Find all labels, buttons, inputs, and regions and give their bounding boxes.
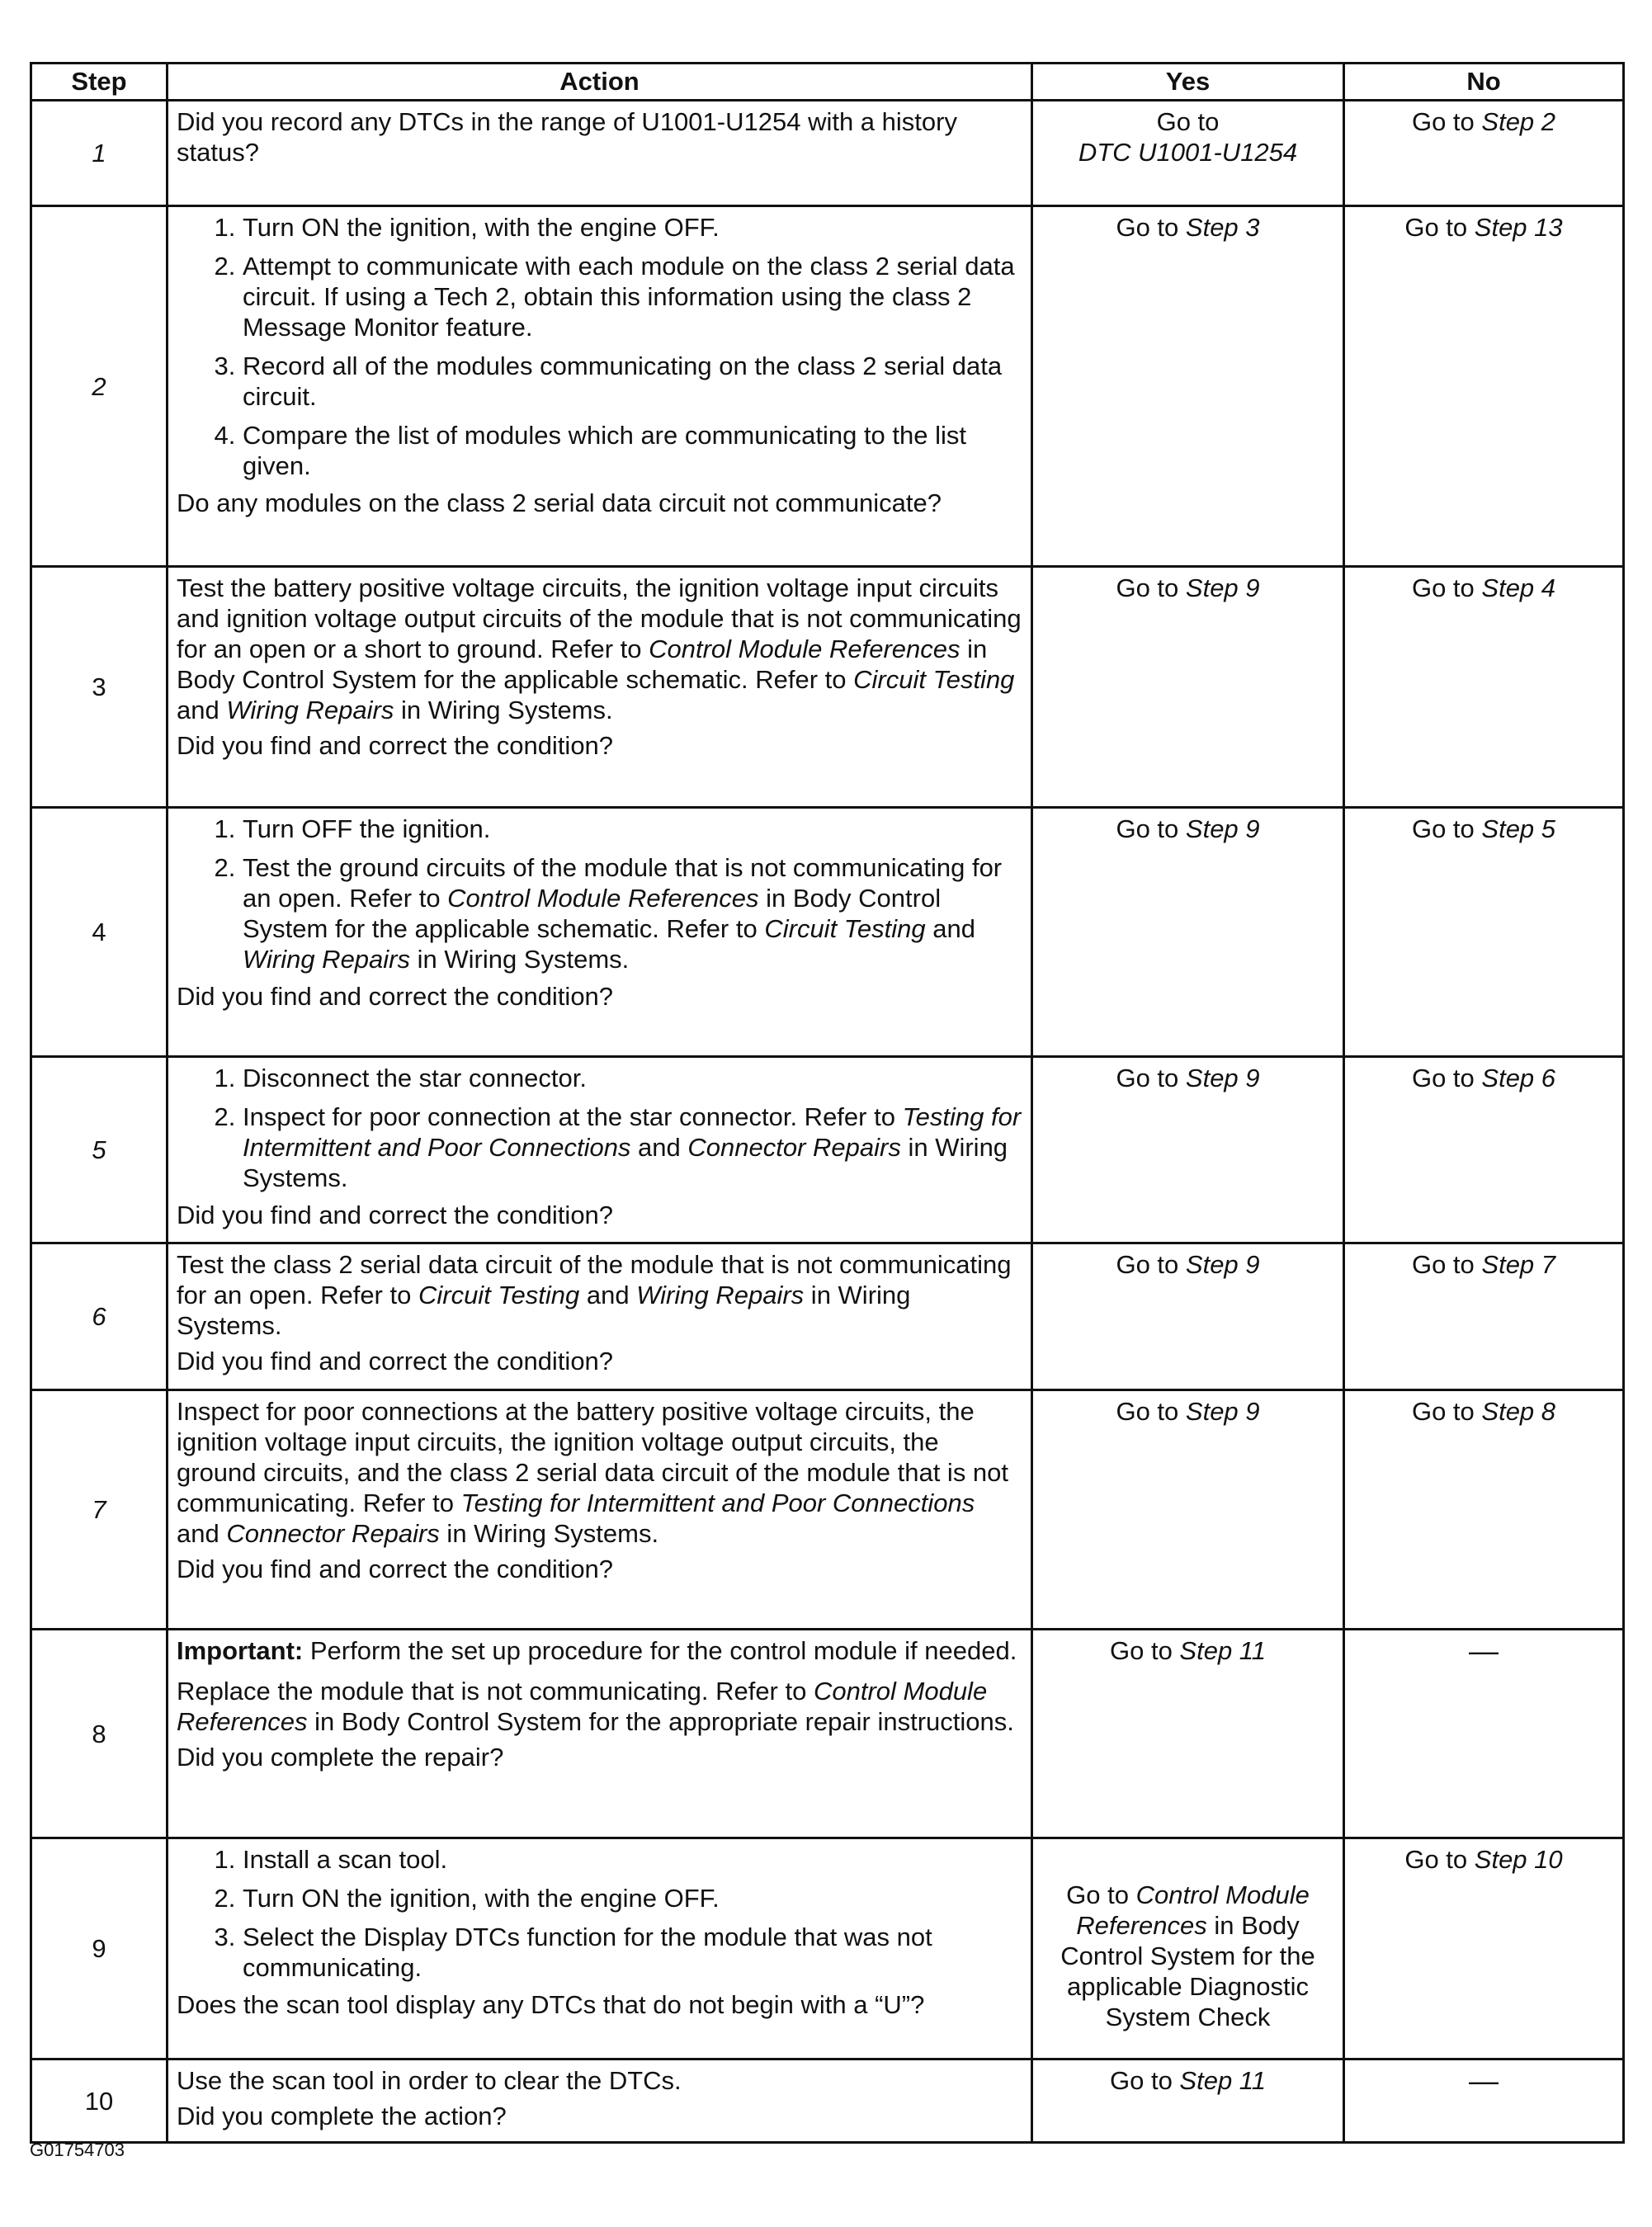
no-link: Step 5 xyxy=(1481,814,1556,843)
no-cell: Go to Step 13 xyxy=(1344,206,1624,567)
step-number: 7 xyxy=(31,1390,168,1630)
action-question: Did you find and correct the condition? xyxy=(177,1201,614,1229)
list-item: 2. Turn ON the ignition, with the engine OFF. xyxy=(243,1883,1022,1913)
step-number: 10 xyxy=(31,2060,168,2143)
yes-link: Step 9 xyxy=(1185,814,1260,843)
action-cell xyxy=(168,101,1032,206)
action-text: Test the class 2 serial data circuit of the module that is not communicating for an open. Refer to Circuit Testing and Wiring Repairs in Wiring Systems. xyxy=(177,1250,1012,1340)
action-question: Did you find and correct the condition? xyxy=(177,1347,614,1375)
action-text: Test the battery positive voltage circuits, the ignition voltage input circuits and ignition voltage output circuits of the module that is not communicating for an open or a short to ground. Refer to Control Module References in Body Control System for the applicable schematic. Refer to Circuit Testing and Wiring Repairs in Wiring Systems. xyxy=(177,573,1022,724)
table-row xyxy=(31,206,1624,567)
action-cell xyxy=(168,1243,1032,1390)
step-number: 1 xyxy=(31,101,168,206)
table-row xyxy=(31,808,1624,1057)
yes-cell xyxy=(1032,101,1344,206)
action-question: Did you complete the repair? xyxy=(177,1743,504,1772)
list-item: 2. Test the ground circuits of the module that is not communicating for an open. Refer to Control Module References in Body Control System for the applicable schematic. Refer to Circuit Testing and Wiring Repairs in Wiring Systems. xyxy=(243,852,1022,974)
step-number: 6 xyxy=(31,1243,168,1390)
yes-link: Step 9 xyxy=(1185,1250,1260,1279)
yes-link: Step 3 xyxy=(1185,213,1260,242)
action-cell xyxy=(168,567,1032,808)
header-no: No xyxy=(1344,64,1624,101)
important-note: Important: Perform the set up procedure for the control module if needed. xyxy=(177,1636,1017,1665)
action-cell xyxy=(168,1057,1032,1243)
no-link: Step 13 xyxy=(1474,213,1563,242)
list-item: 1. Install a scan tool. xyxy=(243,1844,1022,1875)
step-number: 5 xyxy=(31,1057,168,1243)
yes-link: Step 9 xyxy=(1185,1064,1260,1092)
action-cell xyxy=(168,1838,1032,2060)
yes-cell: Go to Step 9 xyxy=(1032,567,1344,808)
no-cell: Go to Step 10 xyxy=(1344,1838,1624,2060)
header-action: Action xyxy=(168,64,1032,101)
action-steps xyxy=(177,212,1022,481)
no-cell: Go to Step 6 xyxy=(1344,1057,1624,1243)
yes-link: Step 9 xyxy=(1185,573,1260,602)
action-steps xyxy=(177,1063,1022,1193)
step-number: 2 xyxy=(31,206,168,567)
no-cell: Go to Step 8 xyxy=(1344,1390,1624,1630)
yes-cell xyxy=(1032,1838,1344,2060)
no-cell: Go to Step 5 xyxy=(1344,808,1624,1057)
table-row xyxy=(31,1057,1624,1243)
action-steps xyxy=(177,1844,1022,1983)
table-row xyxy=(31,2060,1624,2143)
no-link: Step 8 xyxy=(1481,1397,1556,1426)
action-question: Did you record any DTCs in the range of U1001-U1254 with a history status? xyxy=(177,107,957,167)
important-label: Important: xyxy=(177,1636,304,1665)
step-number: 9 xyxy=(31,1838,168,2060)
yes-cell: Go to Step 9 xyxy=(1032,808,1344,1057)
step-number: 3 xyxy=(31,567,168,808)
header-row xyxy=(31,64,1624,101)
no-cell: Go to Step 4 xyxy=(1344,567,1624,808)
action-steps xyxy=(177,814,1022,974)
no-cell: — xyxy=(1344,2060,1624,2143)
no-link: Step 6 xyxy=(1481,1064,1556,1092)
yes-cell: Go to Step 9 xyxy=(1032,1057,1344,1243)
action-text: Replace the module that is not communicating. Refer to Control Module References in Body Control System for the appropriate repair instructions. xyxy=(177,1677,1014,1736)
action-cell xyxy=(168,1630,1032,1838)
figure-code: G01754703 xyxy=(30,2140,125,2160)
table-row xyxy=(31,1243,1624,1390)
yes-cell: Go to Step 11 xyxy=(1032,2060,1344,2143)
action-question: Did you find and correct the condition? xyxy=(177,731,614,760)
yes-cell: Go to Step 9 xyxy=(1032,1243,1344,1390)
table-row xyxy=(31,101,1624,206)
table-row xyxy=(31,1630,1624,1838)
no-cell: Go to Step 2 xyxy=(1344,101,1624,206)
no-link: Step 10 xyxy=(1474,1845,1563,1874)
yes-link: Step 9 xyxy=(1185,1397,1260,1426)
yes-link: DTC U1001-U1254 xyxy=(1078,138,1298,167)
diagnostic-table xyxy=(30,62,1625,2144)
table-row xyxy=(31,567,1624,808)
list-item: 4. Compare the list of modules which are communicating to the list given. xyxy=(243,420,1022,481)
list-item: 1. Disconnect the star connector. xyxy=(243,1063,1022,1093)
action-question: Does the scan tool display any DTCs that do not begin with a “U”? xyxy=(177,1990,925,2019)
action-question: Did you find and correct the condition? xyxy=(177,982,614,1011)
no-link: Step 2 xyxy=(1481,107,1556,136)
list-item: 2. Inspect for poor connection at the star connector. Refer to Testing for Intermittent and Poor Connections and Connector Repairs in Wiring Systems. xyxy=(243,1102,1022,1193)
yes-text: Go to xyxy=(1156,107,1220,136)
yes-cell: Go to Step 3 xyxy=(1032,206,1344,567)
list-item: 3. Select the Display DTCs function for the module that was not communicating. xyxy=(243,1922,1022,1983)
list-item: 2. Attempt to communicate with each module on the class 2 serial data circuit. If using a Tech 2, obtain this information using the class 2 Message Monitor feature. xyxy=(243,251,1022,342)
action-cell xyxy=(168,808,1032,1057)
list-item: 1. Turn ON the ignition, with the engine OFF. xyxy=(243,212,1022,243)
action-cell xyxy=(168,1390,1032,1630)
list-item: 3. Record all of the modules communicating on the class 2 serial data circuit. xyxy=(243,351,1022,412)
action-question: Do any modules on the class 2 serial data circuit not communicate? xyxy=(177,488,942,517)
yes-cell: Go to Step 11 xyxy=(1032,1630,1344,1838)
yes-link: Step 11 xyxy=(1179,1636,1266,1665)
no-link: Step 7 xyxy=(1481,1250,1556,1279)
table-row xyxy=(31,1390,1624,1630)
yes-cell: Go to Step 9 xyxy=(1032,1390,1344,1630)
header-step: Step xyxy=(31,64,168,101)
yes-text: Go to Control Module References in Body Control System for the applicable Diagnostic System Check xyxy=(1060,1880,1315,2031)
header-yes: Yes xyxy=(1032,64,1344,101)
step-number: 4 xyxy=(31,808,168,1057)
action-cell xyxy=(168,206,1032,567)
table-row xyxy=(31,1838,1624,2060)
action-cell xyxy=(168,2060,1032,2143)
no-cell: Go to Step 7 xyxy=(1344,1243,1624,1390)
action-text: Use the scan tool in order to clear the DTCs. xyxy=(177,2066,682,2095)
no-link: Step 4 xyxy=(1481,573,1556,602)
no-cell: — xyxy=(1344,1630,1624,1838)
step-number: 8 xyxy=(31,1630,168,1838)
yes-link: Step 11 xyxy=(1179,2066,1266,2095)
action-question: Did you find and correct the condition? xyxy=(177,1555,614,1583)
action-question: Did you complete the action? xyxy=(177,2102,507,2130)
action-text: Inspect for poor connections at the battery positive voltage circuits, the ignition voltage input circuits, the ignition voltage output circuits, the ground circuits, and the class 2 serial data circuit of the module that is not communicating. Refer to Testing for Intermittent and Poor Connections and Connector Repairs in Wiring Systems. xyxy=(177,1397,1009,1548)
list-item: 1. Turn OFF the ignition. xyxy=(243,814,1022,844)
